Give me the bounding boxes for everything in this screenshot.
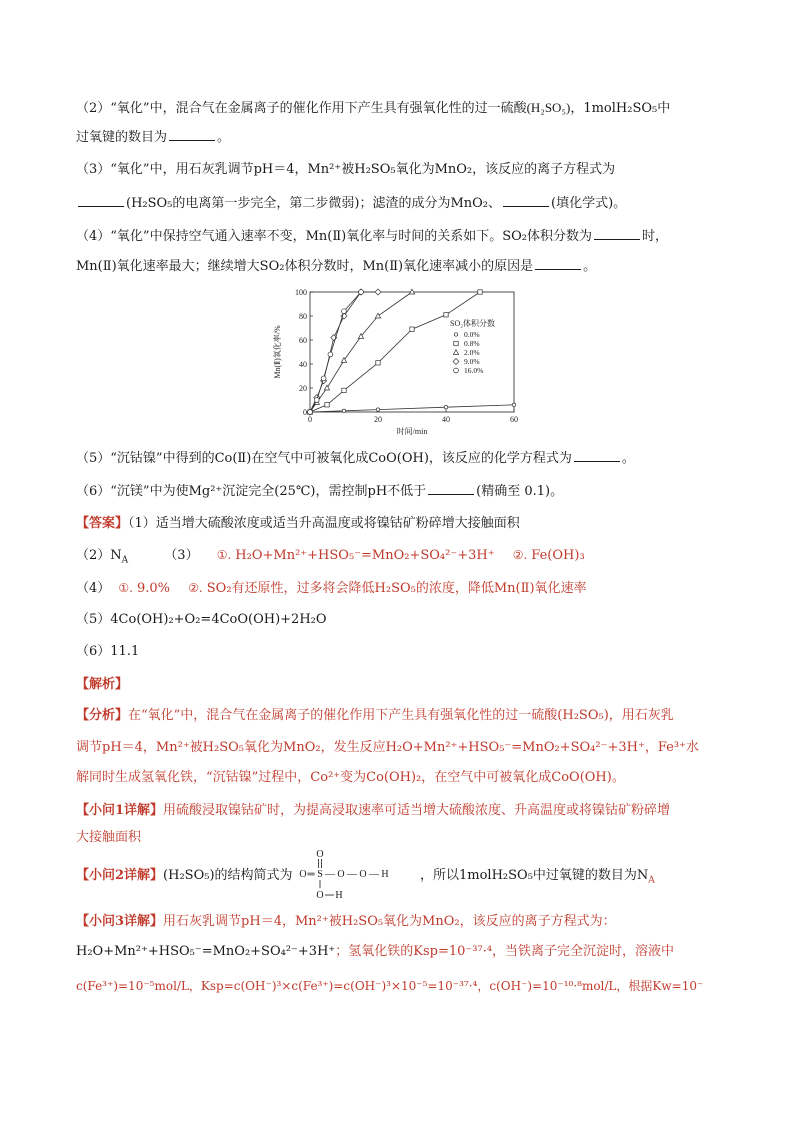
answer-line4 xyxy=(76,610,327,630)
analysis-s1-line2 xyxy=(76,828,141,848)
x-axis-label: 时间/min xyxy=(396,427,428,436)
atom-h2: H xyxy=(335,890,343,901)
answer-blank xyxy=(594,226,640,240)
circle-number-1: ①. xyxy=(216,548,232,562)
q3-text: （3）“氧化”中，用石灰乳调节pH＝4，Mn²⁺被H₂SO₅氧化为MnO₂，该反应的离子方程式为 xyxy=(76,162,616,177)
series-line xyxy=(310,292,361,412)
answer-tag: 【答案】 xyxy=(76,516,129,531)
x-tick-label: 0 xyxy=(308,415,312,424)
data-point-triangle xyxy=(324,385,329,390)
q4-end: 。 xyxy=(583,259,597,274)
q4-text: （4）“氧化”中保持空气通入速率不变，Mn(Ⅱ)氧化率与时间的关系如下。SO₂体积分数为 xyxy=(76,229,593,244)
answer-blank xyxy=(535,256,581,270)
answer-1: （1）适当增大硫酸浓度或适当升高温度或将镍钴矿粉碎增大接触面积 xyxy=(128,516,520,531)
analysis-fx-text2: 调节pH＝4，Mn²⁺被H₂SO₅氧化为MnO₂，发生反应H₂O+Mn²⁺+HSO₅⁻=MnO₂+SO₄²⁻+3H⁺，Fe³⁺水 xyxy=(76,740,699,755)
answer-4-value: 9.0% xyxy=(137,581,171,596)
answer-blank xyxy=(574,448,620,462)
data-point-circle xyxy=(308,410,313,415)
y-tick-label: 60 xyxy=(299,336,307,345)
analysis-tag: 【解析】 xyxy=(76,677,129,692)
q6-text: （6）“沉镁”中为使Mg²⁺沉淀完全(25℃)，需控制pH不低于 xyxy=(76,484,427,499)
analysis-s3-line2 xyxy=(76,942,674,962)
q2-text: （2）“氧化”中，混合气在金属离子的催化作用下产生具有强氧化性的过一硫酸 xyxy=(76,101,527,116)
y-tick-label: 40 xyxy=(299,360,307,369)
answer-2: （2）N xyxy=(76,548,122,563)
q3-line1 xyxy=(76,160,615,180)
answer-3b: Fe(OH)₃ xyxy=(531,548,585,563)
y-tick-label: 80 xyxy=(299,312,307,321)
atom-s: S xyxy=(317,869,323,880)
data-point-circle-small xyxy=(512,403,515,406)
q2-formula: (H₂SO₅) xyxy=(526,100,571,115)
h2so5-structure xyxy=(298,846,420,906)
data-point-square xyxy=(444,313,448,317)
y-tick-label: 0 xyxy=(303,408,307,417)
analysis-s3-text: 用石灰乳调节pH＝4，Mn²⁺被H₂SO₅氧化为MnO₂，该反应的离子方程式为： xyxy=(163,914,616,929)
data-point-circle xyxy=(342,309,347,314)
answer-5: （5）4Co(OH)₂+O₂=4CoO(OH)+2H₂O xyxy=(76,612,327,627)
data-point-circle xyxy=(359,290,364,295)
answer-blank xyxy=(169,127,215,141)
y-axis-label: Mn(Ⅱ)氧化率/% xyxy=(273,325,282,379)
q2-line2 xyxy=(76,127,230,148)
x-tick-label: 40 xyxy=(442,415,450,424)
atom-o-left: O xyxy=(299,869,307,880)
analysis-fx2 xyxy=(76,738,699,758)
analysis-fx-text3: 解同时生成氢氧化铁，“沉钴镍”过程中，Co²⁺变为Co(OH)₂，在空气中可被氧化成CoO(OH)。 xyxy=(76,770,625,785)
data-point-circle xyxy=(328,352,333,357)
legend-entry: 9.0% xyxy=(464,357,480,366)
analysis-s2-tag: 【小问2详解】 xyxy=(76,868,164,883)
q2-text-b: ，1molH₂SO₅中 xyxy=(570,101,671,116)
answer-2-sub: A xyxy=(121,555,129,566)
plot-frame xyxy=(310,292,514,412)
analysis-fx1 xyxy=(76,706,674,726)
analysis-s3-equation: H₂O+Mn²⁺+HSO₅⁻=MnO₂+SO₄²⁻+3H⁺ xyxy=(76,944,336,959)
q4-line1 xyxy=(76,226,668,247)
circle-number-2: ②. xyxy=(188,581,203,595)
data-point-circle xyxy=(321,376,326,381)
data-point-square xyxy=(454,341,458,345)
answer-3-equation: H₂O+Mn²⁺+HSO₅⁻=MnO₂+SO₄²⁻+3H⁺ xyxy=(235,548,495,563)
analysis-s2-sub: A xyxy=(648,875,655,886)
q6-end: (精确至 0.1)。 xyxy=(476,484,564,499)
analysis-s3-text2: ；氢氧化铁的Ksp=10⁻³⁷·⁴，当铁离子完全沉淀时，溶液中 xyxy=(335,944,675,959)
analysis-s1-text2: 大接触面积 xyxy=(76,830,142,845)
series-line xyxy=(310,292,412,412)
analysis-s3-line1 xyxy=(76,912,616,932)
data-point-triangle xyxy=(453,350,458,355)
data-point-circle-small xyxy=(444,406,447,409)
x-tick-label: 60 xyxy=(510,415,518,424)
data-point-square xyxy=(376,361,380,365)
answer-blank xyxy=(428,481,474,495)
answer-line2 xyxy=(76,545,585,571)
analysis-s3-text3: c(Fe³⁺)=10⁻⁵mol/L，Ksp=c(OH⁻)³×c(Fe³⁺)=c(OH⁻)³×10⁻⁵=10⁻³⁷·⁴，c(OH⁻)=10⁻¹⁰·⁸mol/L，根据Kw=10⁻ xyxy=(76,979,704,993)
legend-entry: 0.0% xyxy=(464,330,480,339)
q5-line1 xyxy=(76,448,635,469)
oxidation-rate-chart xyxy=(258,282,538,442)
q4-text-b: 时， xyxy=(642,229,669,244)
bond-2: — xyxy=(347,869,357,880)
answer-line1 xyxy=(76,514,520,534)
bond-1: — xyxy=(325,869,335,880)
atom-o1: O xyxy=(337,869,345,880)
analysis-s1-tag: 【小问1详解】 xyxy=(76,803,164,818)
y-tick-label: 20 xyxy=(299,384,307,393)
legend-entry: 16.0% xyxy=(464,366,484,375)
data-point-circle xyxy=(314,398,319,403)
answer-line3 xyxy=(76,578,587,599)
q2-end: 。 xyxy=(217,130,231,145)
q6-line1 xyxy=(76,481,563,502)
bond-double: ═ xyxy=(307,869,315,880)
data-point-square xyxy=(478,290,482,294)
atom-h1: H xyxy=(381,869,389,880)
data-point-circle-small xyxy=(342,409,345,412)
data-point-square xyxy=(342,388,346,392)
data-point-diamond xyxy=(453,359,459,365)
q5-end: 。 xyxy=(621,451,635,466)
q2-text2: 过氧键的数目为 xyxy=(76,130,168,145)
legend-title: SO₂体积分数 xyxy=(450,319,496,328)
analysis-fx-tag: 【分析】 xyxy=(76,708,129,723)
answer-blank xyxy=(503,193,549,207)
atom-o-top: O xyxy=(316,849,324,860)
answer-6: （6）11.1 xyxy=(76,644,140,659)
legend-entry: 0.8% xyxy=(464,339,480,348)
bond-3: — xyxy=(369,869,379,880)
analysis-s3-tag: 【小问3详解】 xyxy=(76,914,164,929)
q3-text3: (填化学式)。 xyxy=(551,196,627,211)
analysis-s3-line3 xyxy=(76,976,703,996)
atom-o-bottom: O xyxy=(316,890,324,901)
data-point-square xyxy=(410,327,414,331)
q4-text2: Mn(Ⅱ)氧化速率最大；继续增大SO₂体积分数时，Mn(Ⅱ)氧化速率减小的原因是 xyxy=(76,259,534,274)
data-point-circle-small xyxy=(376,408,379,411)
circle-number-2: ②. xyxy=(512,548,528,562)
answer-line5 xyxy=(76,642,139,662)
analysis-s1-text: 用硫酸浸取镍钴矿时，为提高浸取速率可适当增大硫酸浓度、升高温度或将镍钴矿粉碎增 xyxy=(163,803,671,818)
circle-number-1: ①. xyxy=(118,581,133,595)
y-tick-label: 100 xyxy=(295,288,307,297)
analysis-s1-line1 xyxy=(76,801,670,821)
q5-text: （5）“沉钴镍”中得到的Co(Ⅱ)在空气中可被氧化成CoO(OH)，该反应的化学方程式为 xyxy=(76,451,572,466)
data-point-circle-small xyxy=(454,333,457,336)
answer-3: （3） xyxy=(164,548,199,563)
data-point-square xyxy=(325,403,329,407)
analysis-header xyxy=(76,675,128,695)
answer-blank xyxy=(78,193,124,207)
analysis-fx3 xyxy=(76,768,625,788)
analysis-s2-line xyxy=(76,866,293,886)
analysis-fx-text1: 在“氧化”中，混合气在金属离子的催化作用下产生具有强氧化性的过一硫酸(H₂SO₅)，用石灰乳 xyxy=(128,708,674,723)
data-point-diamond xyxy=(375,289,381,295)
legend-entry: 2.0% xyxy=(464,348,480,357)
answer-4: （4） xyxy=(76,581,111,596)
q4-line2 xyxy=(76,256,596,277)
series-line xyxy=(310,405,514,412)
q3-line2 xyxy=(76,193,626,214)
analysis-s2-line-b xyxy=(420,866,655,891)
answer-4-reason: SO₂有还原性，过多将会降低H₂SO₅的浓度，降低Mn(Ⅱ)氧化速率 xyxy=(206,581,587,596)
q2-line1 xyxy=(76,98,670,119)
analysis-s2-text: (H₂SO₅)的结构简式为 xyxy=(163,868,293,883)
x-tick-label: 20 xyxy=(374,415,382,424)
analysis-s2-text2: ，所以1molH₂SO₅中过氧键的数目为N xyxy=(420,868,649,883)
q3-text2: (H₂SO₅的电离第一步完全，第二步微弱)；滤渣的成分为MnO₂、 xyxy=(126,196,502,211)
data-point-circle xyxy=(454,368,459,373)
atom-o2: O xyxy=(359,869,367,880)
data-point-triangle xyxy=(375,313,380,318)
